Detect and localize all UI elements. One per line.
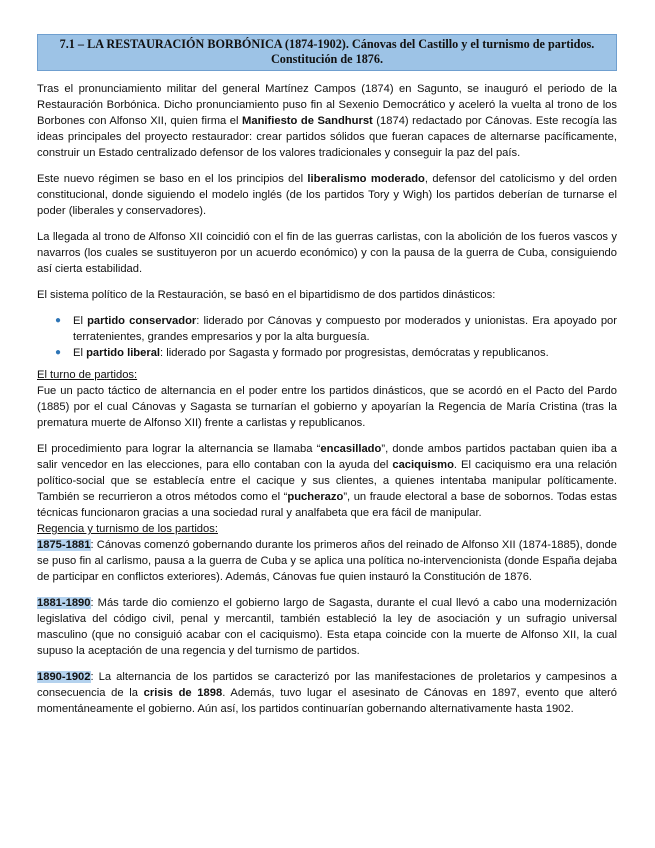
text-run: , defensor del catolicismo y del orden constitucional, donde siguiendo el modelo inglés (de los partidos Tory y Wigh) los partidos deberían de turnarse el poder (liberales y conservadores). [37, 173, 617, 217]
text-run: El [73, 347, 87, 359]
period-1890-paragraph [37, 669, 617, 717]
text-run: ”, donde ambos partidos pactaban quien iba a salir vencedor en las elecciones, para ello contaban con la ayuda del [37, 443, 617, 471]
period-1875-paragraph [37, 537, 617, 585]
date-highlight: 1881-1890 [37, 597, 91, 609]
text-run: : liderado por Sagasta y formado por progresistas, demócratas y republicanos. [160, 347, 549, 359]
list-item [55, 313, 617, 345]
bullet-icon: ● [55, 347, 62, 358]
text-run: : Más tarde dio comienzo el gobierno largo de Sagasta, durante el cual llevó a cabo una modernización legislativa del código civil, penal y mercantil, también estableció la ley de asociación y un sufragio universal masculino (que no consiguió acabar con el caciquismo). Esta etapa coincide con la muerte de Alfonso XII, la cual supuso la aceptación de una regencia y del turnismo de partidos. [37, 597, 617, 657]
regime-paragraph [37, 171, 617, 219]
text-run: ”, un fraude electoral a base de sobornos. Todas estas técnicas funcionaron gracias a una sociedad rural y analfabeta que era fácil de manipular. [37, 491, 617, 519]
list-item [55, 345, 617, 361]
bold-term: liberalismo moderado [307, 173, 425, 185]
stability-paragraph: La llegada al trono de Alfonso XII coincidió con el fin de las guerras carlistas, con la abolición de los fueros vascos y navarros (los cuales se sustituyeron por un acuerdo económico) y con la pausa de la guerra de Cuba, consiguiendo así cierta estabilidad. [37, 231, 617, 275]
text-run: El [73, 315, 88, 327]
bold-term: caciquismo [392, 459, 454, 471]
text-run: (1874) redactado por Cánovas. Este recogía las ideas principales del proyecto restaurador: crear partidos sólidos que fueran capaces de alternarse pacíficamente, construir un Estado centralizado defensor de los valores tradicionales y conseguir la paz del país. [37, 115, 617, 159]
intro-paragraph [37, 81, 617, 161]
bold-term: partido liberal [86, 347, 161, 359]
period-1881-paragraph [37, 595, 617, 659]
text-run: Este nuevo régimen se baso en el los principios del [37, 173, 308, 185]
bold-term: partido conservador [87, 315, 197, 327]
date-highlight: 1875-1881 [37, 539, 91, 551]
date-highlight: 1890-1902 [37, 671, 91, 683]
text-run: Tras el pronunciamiento militar del general Martínez Campos (1874) en Sagunto, se inauguró el periodo de la Restauración Borbónica. Dicho pronunciamiento puso fin al Sexenio Democrático y aceleró la vuelta al trono de los Borbones con Alfonso XII, quien firma el [37, 83, 617, 127]
bold-term: encasillado [320, 443, 382, 455]
bipartisan-paragraph: El sistema político de la Restauración, se basó en el bipartidismo de dos partidos dinásticos: [37, 289, 496, 301]
section-heading-turno: El turno de partidos: [37, 369, 138, 381]
bold-term: pucherazo [287, 491, 344, 503]
section-heading-regencia: Regencia y turnismo de los partidos: [37, 523, 218, 535]
text-run: . Además, tuvo lugar el asesinato de Cánovas en 1897, evento que alteró momentáneamente el gobierno. Aún así, los partidos continuarían gobernando alternativamente hasta 1902. [37, 687, 618, 715]
turno-paragraph: Fue un pacto táctico de alternancia en el poder entre los partidos dinásticos, que se acordó en el Pacto del Pardo (1885) por el cual Cánovas y Sagasta se turnarían el gobierno y apoyarían la Regencia de María Cristina (tras la prematura muerte de Alfonso XII) frente a carlistas y republicanos. [37, 385, 617, 429]
document-page [37, 34, 617, 727]
text-run: . El caciquismo era una relación político-social que se establecía entre el cacique y sus clientes, a quienes intentaba manipular políticamente. También se recurrieron a otros métodos como el “ [37, 459, 617, 503]
text-run: : Cánovas comenzó gobernando durante los primeros años del reinado de Alfonso XII (1874-1885), donde se puso fin al carlismo, pausa a la guerra de Cuba y se aplica una política no-intervencionista (donde España dejaba de participar en conflictos exteriores). Además, Cánovas fue quien instauró la Constitución de 1876. [37, 539, 617, 583]
page-title: 7.1 – LA RESTAURACIÓN BORBÓNICA (1874-1902). Cánovas del Castillo y el turnismo de partidos. Constitución de 1876. [37, 34, 617, 71]
text-run: : La alternancia de los partidos se caracterizó por las manifestaciones de proletarios y campesinos a consecuencia de la [37, 671, 617, 699]
encasillado-paragraph [37, 441, 617, 521]
text-run: El procedimiento para lograr la alternancia se llamaba “ [37, 443, 321, 455]
text-run: : liderado por Cánovas y compuesto por moderados y unionistas. Era apoyado por terratenientes, grandes empresarios y por la alta burguesía. [73, 315, 617, 343]
parties-list [37, 313, 617, 361]
bold-term: crisis de 1898 [143, 687, 223, 699]
bold-term: Manifiesto de Sandhurst [242, 115, 373, 127]
bullet-icon: ● [55, 315, 62, 326]
